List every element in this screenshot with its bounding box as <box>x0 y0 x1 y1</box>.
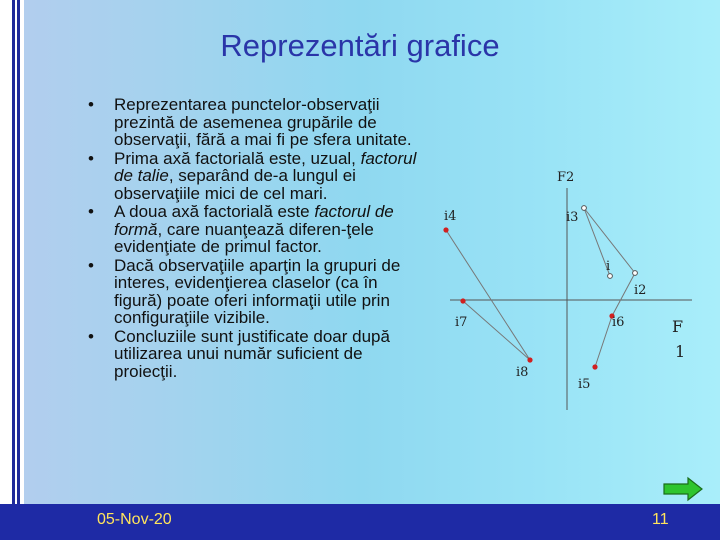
footer-date: 05-Nov-20 <box>97 511 172 528</box>
label-i6: i6 <box>612 315 625 330</box>
point-i8 <box>527 357 532 362</box>
group-outline-left <box>446 230 530 360</box>
bullet-list <box>88 96 430 381</box>
emphasized-term: factorul de formă <box>114 202 394 239</box>
point-i7 <box>460 298 465 303</box>
bullet-item: • Reprezentarea punctelor-observaţii prezintă de asemenea grupările de observaţii, fără a mai fi pe sfera unitate. <box>88 95 412 149</box>
next-slide-button[interactable] <box>662 476 704 502</box>
point-i5 <box>592 364 597 369</box>
bullet-item: • A doua axă factorială este factorul de formă, care nuanţează diferen-ţele evidenţiate de primul factor. <box>88 202 394 256</box>
left-decoration-bar <box>0 0 24 504</box>
left-stripe <box>12 0 15 504</box>
bullet-marker: • <box>88 255 94 275</box>
f2-axis-label: F2 <box>557 170 575 185</box>
f1-axis-label-bottom: 1 <box>675 342 686 361</box>
left-stripe <box>17 0 20 504</box>
green-right-arrow-icon <box>664 478 702 500</box>
label-i2: i2 <box>634 283 647 298</box>
bullet-marker: • <box>88 202 94 221</box>
point-i <box>608 274 613 279</box>
label-i4: i4 <box>444 209 457 224</box>
page-number: 11 <box>652 511 669 528</box>
bullet-item: • Dacă observaţiile aparţin la grupuri de interes, evidenţierea claselor (ca în figură) poate oferi informaţii utile prin configuraţiile vizibile. <box>88 255 401 327</box>
bullet-marker: • <box>88 95 94 114</box>
factor-plane-diagram <box>430 160 720 420</box>
slide-title: Reprezentări grafice <box>220 28 500 63</box>
bullet-item: • Prima axă factorială este, uzual, factorul de talie, separând de-a lungul ei observaţiile mici de cel mari. <box>88 148 417 203</box>
bullet-marker: • <box>88 326 94 346</box>
point-i3 <box>582 206 587 211</box>
label-i5: i5 <box>578 377 591 392</box>
point-i4 <box>443 227 448 232</box>
group-edge-lower <box>595 316 612 367</box>
label-i3: i3 <box>566 210 579 225</box>
emphasized-term: factorul de talie <box>114 148 417 185</box>
footer-bar <box>0 504 720 540</box>
bullet-marker: • <box>88 148 94 168</box>
label-i8: i8 <box>516 365 529 380</box>
label-i: i <box>606 259 611 274</box>
f1-axis-label-top: F <box>672 317 684 336</box>
point-i2 <box>633 271 638 276</box>
bullet-item: • Concluziile sunt justificate doar după utilizarea unui număr suficient de proiecţii. <box>88 326 390 381</box>
label-i7: i7 <box>455 315 468 330</box>
